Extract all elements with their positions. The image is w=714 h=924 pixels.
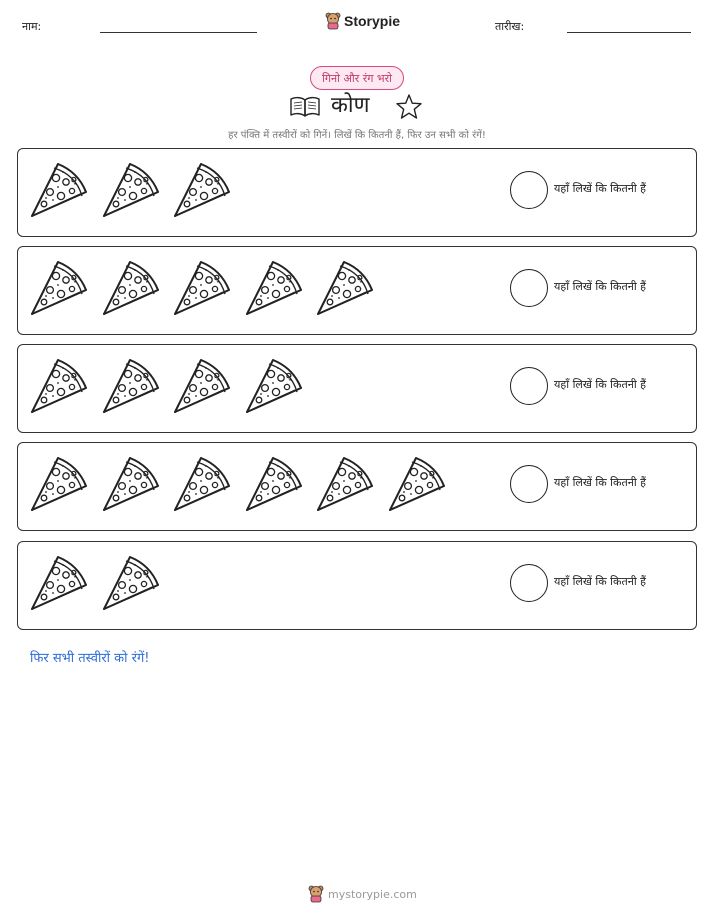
pizza-slice-icon[interactable] — [100, 354, 164, 420]
pizza-slice-icon[interactable] — [100, 551, 164, 617]
bear-mascot-icon — [308, 885, 324, 903]
pizza-slice-icon[interactable] — [386, 452, 450, 518]
counting-row — [17, 541, 697, 630]
pizza-slice-icon[interactable] — [314, 256, 378, 322]
page-title: कोण — [331, 93, 370, 118]
answer-hint: यहाँ लिखें कि कितनी हैं — [554, 476, 647, 489]
pizza-slice-icon[interactable] — [28, 354, 92, 420]
pizza-slice-icon[interactable] — [314, 452, 378, 518]
site-url: mystorypie.com — [328, 887, 417, 901]
name-line[interactable] — [100, 32, 257, 33]
counting-row — [17, 442, 697, 531]
pizza-slice-icon[interactable] — [28, 158, 92, 224]
counting-row — [17, 148, 697, 237]
pizza-slice-icon[interactable] — [243, 354, 307, 420]
pizza-slice-icon[interactable] — [171, 256, 235, 322]
pizza-slice-icon[interactable] — [243, 256, 307, 322]
bear-mascot-icon — [325, 12, 341, 30]
pizza-slice-icon[interactable] — [28, 256, 92, 322]
pizza-slice-icon[interactable] — [28, 551, 92, 617]
pizza-slice-icon[interactable] — [171, 354, 235, 420]
pizza-slice-icon[interactable] — [100, 256, 164, 322]
answer-circle[interactable] — [510, 171, 548, 209]
answer-hint: यहाँ लिखें कि कितनी हैं — [554, 182, 647, 195]
counting-row — [17, 344, 697, 433]
title-row — [0, 90, 714, 124]
answer-hint: यहाँ लिखें कि कितनी हैं — [554, 280, 647, 293]
answer-hint: यहाँ लिखें कि कितनी हैं — [554, 575, 647, 588]
brand-logo — [325, 12, 400, 30]
answer-circle[interactable] — [510, 367, 548, 405]
pizza-slice-icon[interactable] — [100, 158, 164, 224]
name-label: नाम: — [22, 20, 42, 33]
date-label: तारीख: — [495, 20, 525, 33]
instruction-text: हर पंक्ति में तस्वीरों को गिनें। लिखें कि कितनी हैं, फिर उन सभी को रंगें! — [228, 130, 486, 141]
pizza-slice-icon[interactable] — [243, 452, 307, 518]
answer-circle[interactable] — [510, 465, 548, 503]
star-icon — [395, 93, 423, 121]
date-line[interactable] — [567, 32, 691, 33]
pizza-slice-icon[interactable] — [100, 452, 164, 518]
category-badge: गिनो और रंग भरो — [310, 66, 404, 90]
counting-row — [17, 246, 697, 335]
answer-circle[interactable] — [510, 564, 548, 602]
open-book-icon — [289, 96, 321, 118]
answer-hint: यहाँ लिखें कि कितनी हैं — [554, 378, 647, 391]
footer-note: फिर सभी तस्वीरों को रंगें! — [30, 651, 150, 666]
pizza-slice-icon[interactable] — [171, 452, 235, 518]
brand-name: Storypie — [344, 13, 401, 29]
answer-circle[interactable] — [510, 269, 548, 307]
pizza-slice-icon[interactable] — [171, 158, 235, 224]
site-footer — [308, 885, 417, 903]
pizza-slice-icon[interactable] — [28, 452, 92, 518]
